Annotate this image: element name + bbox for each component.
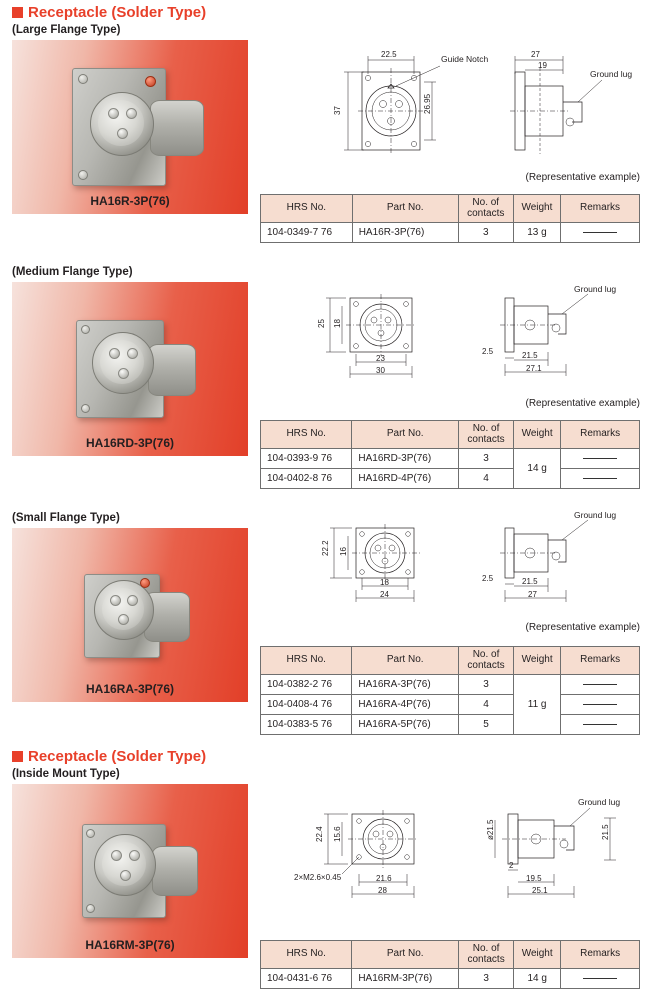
svg-text:2: 2 (509, 861, 514, 870)
cell-hrs: 104-0402-8 76 (261, 469, 352, 489)
svg-text:18: 18 (333, 319, 342, 328)
col-contacts: No. of contacts (459, 941, 514, 969)
svg-text:28: 28 (378, 886, 387, 895)
col-part-no: Part No. (352, 195, 458, 223)
section-heading-1 (12, 4, 206, 21)
col-hrs-no: HRS No. (261, 195, 353, 223)
table-row (261, 715, 640, 735)
svg-text:2×M2.6×0.45: 2×M2.6×0.45 (294, 873, 342, 882)
spec-table-3 (260, 646, 640, 735)
svg-text:21.5: 21.5 (601, 824, 610, 840)
cell-contacts: 3 (458, 223, 513, 243)
svg-text:19: 19 (538, 61, 547, 70)
cell-hrs: 104-0382-2 76 (261, 675, 352, 695)
cell-part: HA16R-3P(76) (352, 223, 458, 243)
svg-text:19.5: 19.5 (526, 874, 542, 883)
cell-hrs: 104-0408-4 76 (261, 695, 352, 715)
svg-text:26.95: 26.95 (423, 93, 432, 114)
cell-remarks (561, 695, 640, 715)
svg-text:Ground lug: Ground lug (578, 797, 621, 807)
col-hrs-no: HRS No. (261, 421, 352, 449)
svg-text:22.5: 22.5 (381, 50, 397, 59)
section-heading-1-label: Receptacle (Solder Type) (28, 4, 207, 21)
cell-part: HA16RA-5P(76) (352, 715, 459, 735)
dimension-drawing-4 (290, 790, 650, 910)
product-photo-2 (12, 282, 248, 456)
table-header-row (261, 195, 640, 223)
cell-hrs: 104-0393-9 76 (261, 449, 352, 469)
table-row (261, 675, 640, 695)
cell-contacts: 3 (459, 969, 514, 989)
svg-text:2.5: 2.5 (482, 574, 494, 583)
photo-caption-4: HA16RM-3P(76) (85, 938, 175, 952)
cell-weight: 14 g (514, 449, 561, 489)
col-remarks: Remarks (561, 195, 640, 223)
svg-text:21.6: 21.6 (376, 874, 392, 883)
section-subheading-3: (Small Flange Type) (12, 512, 120, 524)
svg-text:Ground lug: Ground lug (574, 284, 617, 294)
col-weight: Weight (514, 421, 561, 449)
bullet-square-icon (12, 751, 23, 762)
cell-remarks (561, 223, 640, 243)
svg-text:23: 23 (376, 354, 385, 363)
cell-remarks (561, 969, 640, 989)
section-heading-4-label: Receptacle (Solder Type) (28, 748, 207, 765)
spec-table-1 (260, 194, 640, 243)
cell-remarks (561, 449, 640, 469)
col-part-no: Part No. (352, 647, 459, 675)
cell-part: HA16RD-3P(76) (352, 449, 459, 469)
table-row (261, 969, 640, 989)
product-photo-1 (12, 40, 248, 214)
cell-contacts: 4 (459, 469, 514, 489)
svg-text:18: 18 (380, 578, 389, 587)
svg-text:ø21.5: ø21.5 (486, 819, 495, 840)
cell-contacts: 4 (459, 695, 514, 715)
table-row (261, 695, 640, 715)
cell-hrs: 104-0349-7 76 (261, 223, 353, 243)
svg-text:21.5: 21.5 (522, 351, 538, 360)
photo-caption-1: HA16R-3P(76) (90, 194, 170, 208)
section-subheading-2: (Medium Flange Type) (12, 266, 133, 278)
svg-text:16: 16 (339, 547, 348, 556)
col-weight: Weight (514, 941, 561, 969)
spec-table-2 (260, 420, 640, 489)
cell-contacts: 5 (459, 715, 514, 735)
photo-caption-3: HA16RA-3P(76) (85, 682, 175, 696)
cell-hrs: 104-0431-6 76 (261, 969, 352, 989)
dimension-drawing-2 (300, 282, 650, 382)
svg-text:Guide Notch: Guide Notch (441, 54, 489, 64)
col-weight: Weight (513, 195, 560, 223)
cell-part: HA16RD-4P(76) (352, 469, 459, 489)
representative-note-2: (Representative example) (525, 398, 640, 409)
product-photo-3 (12, 528, 248, 702)
dimension-drawing-3 (300, 506, 650, 606)
col-contacts: No. of contacts (458, 195, 513, 223)
cell-contacts: 3 (459, 675, 514, 695)
bullet-square-icon (12, 7, 23, 18)
photo-caption-2: HA16RD-3P(76) (85, 436, 175, 450)
col-weight: Weight (514, 647, 561, 675)
svg-text:25: 25 (317, 319, 326, 328)
cell-remarks (561, 715, 640, 735)
svg-text:27.1: 27.1 (526, 364, 542, 373)
svg-text:Ground lug: Ground lug (574, 510, 617, 520)
representative-note-3: (Representative example) (525, 622, 640, 633)
svg-text:Ground lug: Ground lug (590, 69, 633, 79)
section-heading-4 (12, 748, 206, 765)
cell-weight: 11 g (514, 675, 561, 735)
svg-text:21.5: 21.5 (522, 577, 538, 586)
dimension-drawing-1 (320, 44, 650, 164)
table-row (261, 469, 640, 489)
svg-text:27: 27 (531, 50, 540, 59)
svg-text:25.1: 25.1 (532, 886, 548, 895)
cell-weight: 13 g (513, 223, 560, 243)
col-contacts: No. of contacts (459, 647, 514, 675)
table-header-row (261, 941, 640, 969)
table-row (261, 223, 640, 243)
cell-remarks (561, 469, 640, 489)
svg-text:24: 24 (380, 590, 389, 599)
svg-text:30: 30 (376, 366, 385, 375)
col-hrs-no: HRS No. (261, 941, 352, 969)
svg-text:2.5: 2.5 (482, 347, 494, 356)
svg-text:22.4: 22.4 (315, 826, 324, 842)
cell-part: HA16RM-3P(76) (352, 969, 459, 989)
cell-part: HA16RA-3P(76) (352, 675, 459, 695)
svg-text:22.2: 22.2 (321, 540, 330, 556)
representative-note-1: (Representative example) (525, 172, 640, 183)
table-row (261, 449, 640, 469)
col-remarks: Remarks (561, 941, 640, 969)
cell-weight: 14 g (514, 969, 561, 989)
col-contacts: No. of contacts (459, 421, 514, 449)
col-remarks: Remarks (561, 421, 640, 449)
table-header-row (261, 647, 640, 675)
svg-text:27: 27 (528, 590, 537, 599)
svg-text:37: 37 (333, 106, 342, 115)
cell-contacts: 3 (459, 449, 514, 469)
cell-part: HA16RA-4P(76) (352, 695, 459, 715)
svg-text:15.6: 15.6 (333, 826, 342, 842)
col-part-no: Part No. (352, 421, 459, 449)
product-photo-4 (12, 784, 248, 958)
cell-remarks (561, 675, 640, 695)
section-subheading-4: (Inside Mount Type) (12, 768, 120, 780)
col-hrs-no: HRS No. (261, 647, 352, 675)
col-remarks: Remarks (561, 647, 640, 675)
table-header-row (261, 421, 640, 449)
section-subheading-1: (Large Flange Type) (12, 24, 121, 36)
col-part-no: Part No. (352, 941, 459, 969)
spec-table-4 (260, 940, 640, 989)
cell-hrs: 104-0383-5 76 (261, 715, 352, 735)
